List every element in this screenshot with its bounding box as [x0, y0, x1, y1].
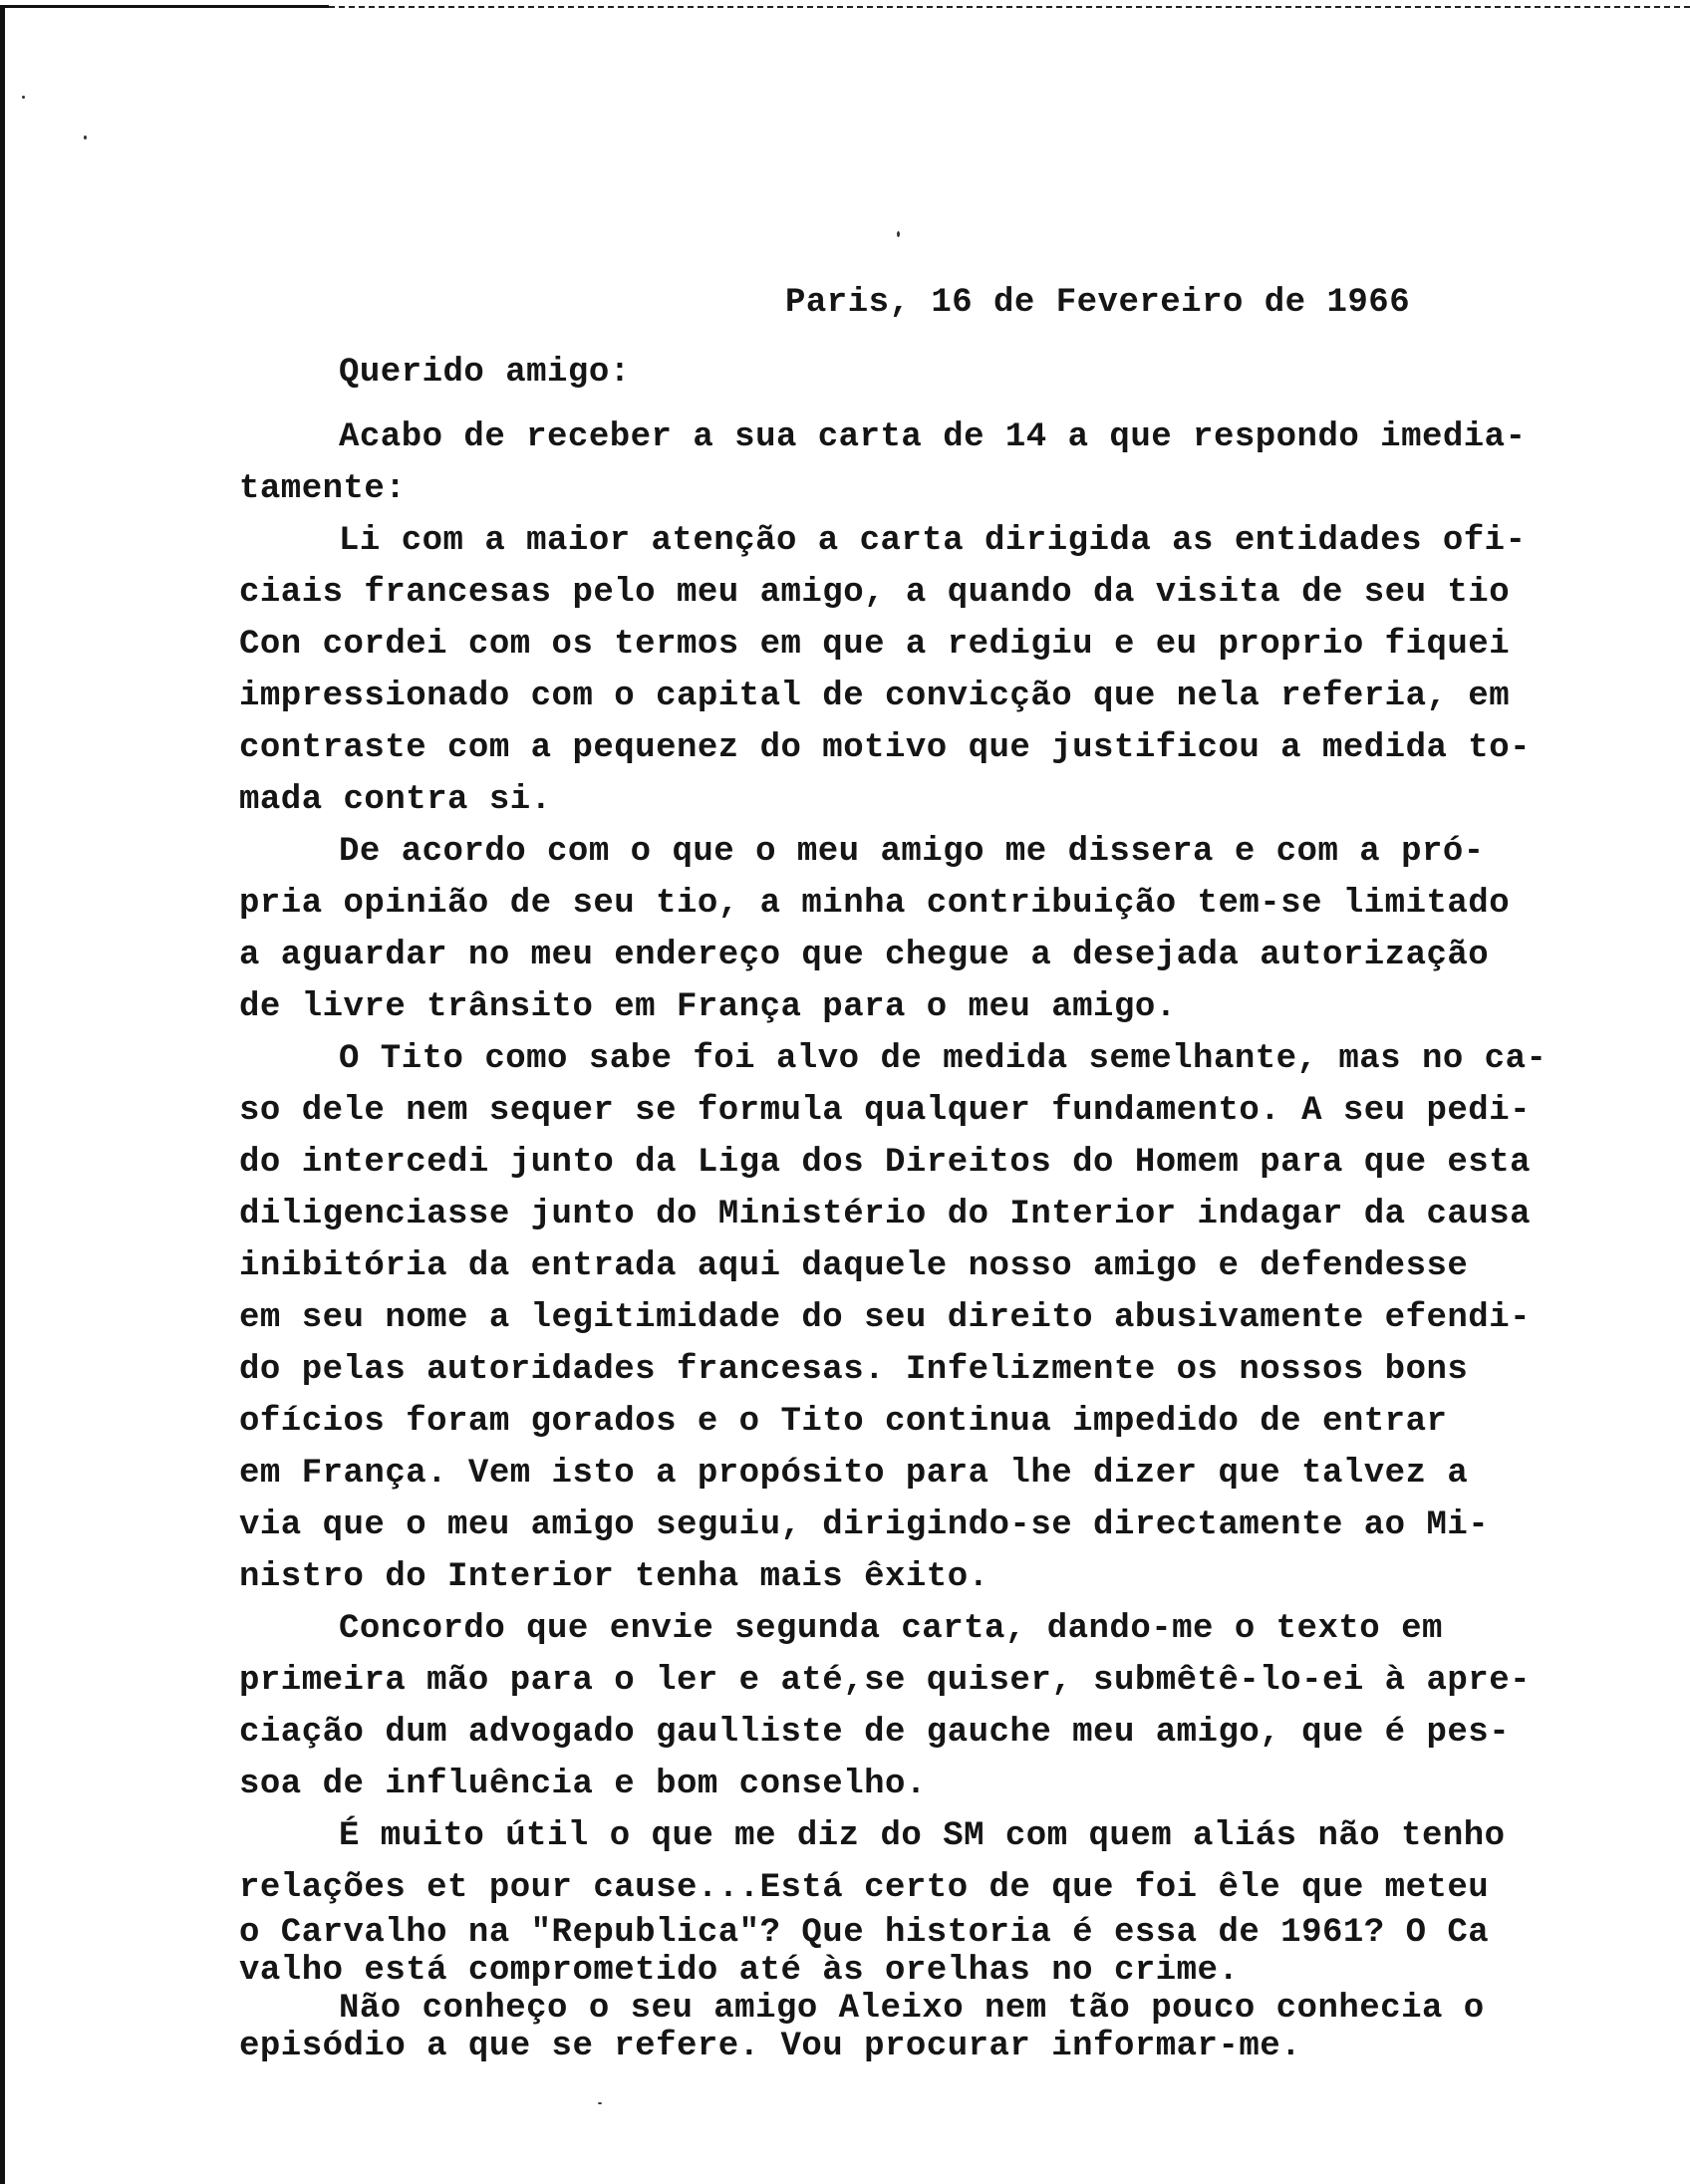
letter-line: so dele nem sequer se formula qualquer fundamento. A seu pedi- [239, 1092, 1532, 1130]
letter-line: em França. Vem isto a propósito para lhe dizer que talvez a [239, 1455, 1469, 1493]
scan-top-edge-solid [0, 5, 329, 8]
scan-speck [897, 231, 900, 237]
letter-line: Con cordei com os termos em que a redigiu e eu proprio fiquei [239, 626, 1511, 664]
letter-line: a aguardar no meu endereço que chegue a desejada autorização [239, 937, 1490, 974]
letter-line: inibitória da entrada aqui daquele nosso amigo e defendesse [239, 1247, 1469, 1285]
scan-left-edge [0, 6, 5, 2184]
letter-line: em seu nome a legitimidade do seu direito abusivamente efendi- [239, 1299, 1532, 1337]
letter-line: diligenciasse junto do Ministério do Interior indagar da causa [239, 1196, 1532, 1233]
letter-line: do pelas autoridades francesas. Infelizmente os nossos bons [239, 1351, 1469, 1389]
letter-line: É muito útil o que me diz do SM com quem aliás não tenho [339, 1817, 1506, 1855]
letter-line: primeira mão para o ler e até,se quiser, submêtê-lo-ei à apre- [239, 1662, 1532, 1700]
letter-line: valho está comprometido até às orelhas no crime. [239, 1952, 1240, 1990]
letter-line: do intercedi junto da Liga dos Direitos do Homem para que esta [239, 1144, 1532, 1182]
letter-salutation: Querido amigo: [339, 354, 631, 392]
letter-line: tamente: [239, 470, 407, 508]
letter-line: o Carvalho na "Republica"? Que historia é essa de 1961? O Ca [239, 1914, 1490, 1952]
letter-line: ciais francesas pelo meu amigo, a quando da visita de seu tio [239, 574, 1511, 612]
scan-speck [84, 136, 87, 139]
letter-line: O Tito como sabe foi alvo de medida semelhante, mas no ca- [339, 1040, 1548, 1078]
letter-line: soa de influência e bom conselho. [239, 1766, 927, 1803]
letter-line: Não conheço o seu amigo Aleixo nem tão pouco conhecia o [339, 1990, 1485, 2028]
letter-line: Li com a maior atenção a carta dirigida as entidades ofi- [339, 522, 1527, 560]
letter-line: contraste com a pequenez do motivo que justificou a medida to- [239, 729, 1532, 767]
letter-line: mada contra si. [239, 781, 552, 819]
letter-line: De acordo com o que o meu amigo me dissera e com a pró- [339, 833, 1485, 871]
letter-line: de livre trânsito em França para o meu amigo. [239, 988, 1177, 1026]
letter-line: ciação dum advogado gaulliste de gauche meu amigo, que é pes- [239, 1714, 1511, 1752]
letter-line: episódio a que se refere. Vou procurar informar-me. [239, 2028, 1302, 2065]
letter-line: relações et pour cause...Está certo de que foi êle que meteu [239, 1869, 1490, 1907]
letter-line: Acabo de receber a sua carta de 14 a que respondo imedia- [339, 418, 1527, 456]
letter-line: impressionado com o capital de convicção que nela referia, em [239, 678, 1511, 715]
scan-speck [22, 96, 25, 99]
letter-paragraphs [239, 411, 1548, 2065]
letter-line: ofícios foram gorados e o Tito continua impedido de entrar [239, 1403, 1448, 1441]
letter-line: via que o meu amigo seguiu, dirigindo-se directamente ao Mi- [239, 1506, 1490, 1544]
letter-line: pria opinião de seu tio, a minha contribuição tem-se limitado [239, 885, 1511, 923]
letter-line: Concordo que envie segunda carta, dando-me o texto em [339, 1610, 1443, 1648]
scan-speck [598, 2102, 602, 2104]
letter-line: nistro do Interior tenha mais êxito. [239, 1558, 989, 1596]
letter-date: Paris, 16 de Fevereiro de 1966 [785, 284, 1411, 322]
